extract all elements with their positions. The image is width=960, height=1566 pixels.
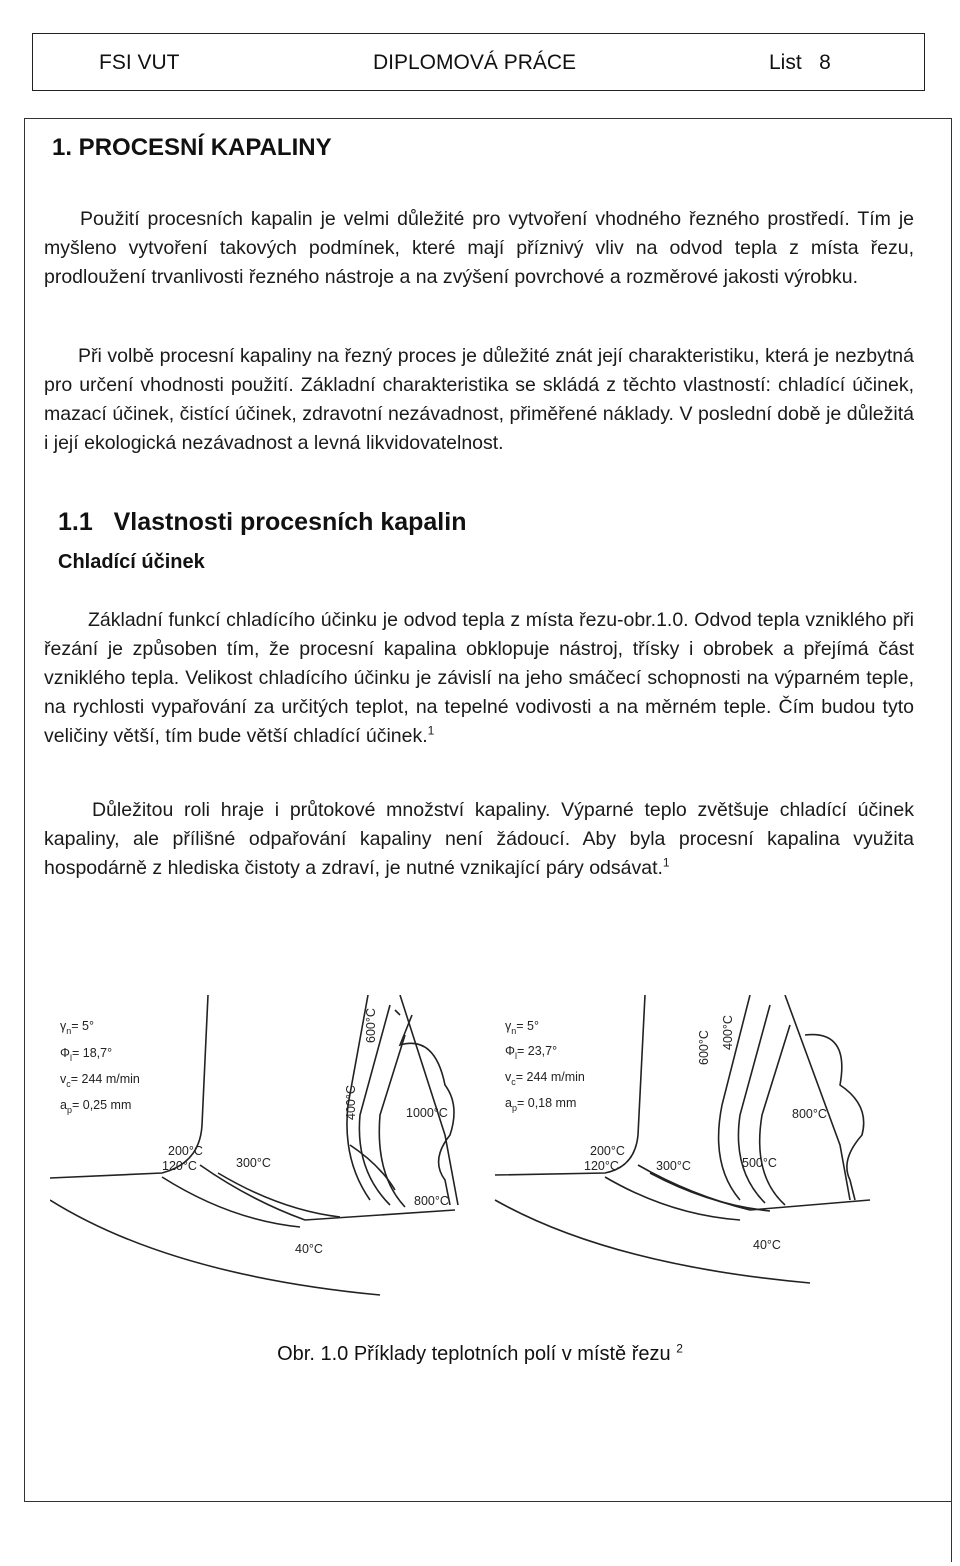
paragraph-cooling-text: Základní funkcí chladícího účinku je odvod tepla z místa řezu-obr.1.0. Odvod tepla vzniklého při řezání je způsoben tím, že procesní kapalina obklopuje nástroj, třísky i obrobek a přejímá část vzniklého tepla. Velikost chladícího účinku je závislí na jeho smáčecí schopnosti na výparném teple, na rychlosti vypařování za určitých teplot, na tepelné vodivosti a na měrném teple. Čím budou tyto veličiny větší, tím bude větší chladící účinek. xyxy=(44,609,914,747)
temperature-label: 1000°C xyxy=(406,1106,448,1120)
temperature-label: 500°C xyxy=(742,1156,777,1170)
paragraph-flow xyxy=(44,796,914,883)
temperature-label: 40°C xyxy=(295,1242,323,1256)
reference-mark: 1 xyxy=(427,723,435,738)
chapter-title: 1. PROCESNÍ KAPALINY xyxy=(52,134,332,161)
right-diagram xyxy=(495,995,870,1283)
right-temperatures xyxy=(584,1015,827,1252)
temperature-label: 800°C xyxy=(792,1107,827,1121)
page-header xyxy=(32,33,925,91)
temperature-label: 200°C xyxy=(590,1144,625,1158)
subsection-title: Chladící účinek xyxy=(58,551,205,573)
reference-mark: 1 xyxy=(662,855,670,870)
left-diagram xyxy=(50,995,458,1295)
header-document-type: DIPLOMOVÁ PRÁCE xyxy=(373,51,577,74)
left-cutting-speed: $v_c= 244$ m/min xyxy=(60,1072,140,1089)
header-page-number: List 8 xyxy=(769,51,831,74)
left-parameters xyxy=(60,1019,140,1115)
right-shear-angle: $\Phi_l= 23,7^\circ$ xyxy=(505,1044,558,1061)
left-shear-angle: $\Phi_l= 18,7^\circ$ xyxy=(60,1046,113,1063)
left-rake-angle: $\gamma_n= 5^\circ$ xyxy=(60,1019,94,1036)
left-workpiece-surface xyxy=(200,1165,455,1220)
figure-caption-text: Obr. 1.0 Příklady teplotních polí v místě řezu xyxy=(277,1343,671,1365)
right-rake-angle: $\gamma_n= 5^\circ$ xyxy=(505,1019,539,1036)
left-tool-edge xyxy=(395,1010,400,1015)
temperature-label: 200°C xyxy=(168,1144,203,1158)
left-tool-face xyxy=(395,995,458,1205)
right-tool-face xyxy=(785,995,850,1200)
temperature-label: 600°C xyxy=(364,1008,378,1043)
temperature-label: 120°C xyxy=(584,1159,619,1173)
temperature-label: 40°C xyxy=(753,1238,781,1252)
right-depth-of-cut: $a_p= 0,18$ mm xyxy=(505,1096,577,1113)
figure-caption xyxy=(0,1343,960,1366)
temperature-label: 120°C xyxy=(162,1159,197,1173)
section-title: 1.1 Vlastnosti procesních kapalin xyxy=(58,508,467,536)
temperature-label: 800°C xyxy=(414,1194,449,1208)
temperature-field-figure xyxy=(50,995,920,1305)
right-cutting-speed: $v_c= 244$ m/min xyxy=(505,1070,585,1087)
temperature-label: 400°C xyxy=(344,1085,358,1120)
paragraph-flow-text: Důležitou roli hraje i průtokové množství kapaliny. Výparné teplo zvětšuje chladící účinek kapaliny, ale přílišné odpařování kapaliny není žádoucí. Aby byla procesní kapalina využita hospodárně z hlediska čistoty a zdraví, je nutné vznikající páry odsávat. xyxy=(44,799,914,879)
paragraph-intro: Použití procesních kapalin je velmi důležité pro vytvoření vhodného řezného prostředí. Tím je myšleno vytvoření takových podmínek, které mají příznivý vliv na odvod tepla z místa řezu, prodloužení trvanlivosti řezného nástroje a na zvýšení povrchové a rozměrové jakosti výrobku. xyxy=(44,208,914,288)
paragraph-cooling xyxy=(44,606,914,751)
page-edge xyxy=(951,1500,952,1562)
left-isotherm xyxy=(50,1200,380,1295)
temperature-label: 400°C xyxy=(721,1015,735,1050)
temperature-label: 600°C xyxy=(697,1030,711,1065)
reference-mark: 2 xyxy=(676,1341,683,1356)
temperature-label: 300°C xyxy=(236,1156,271,1170)
left-depth-of-cut: $a_p= 0,25$ mm xyxy=(60,1098,132,1115)
right-isotherm xyxy=(760,1025,790,1205)
temperature-label: 300°C xyxy=(656,1159,691,1173)
header-institution: FSI VUT xyxy=(99,51,180,74)
right-parameters xyxy=(505,1019,585,1113)
paragraph-selection: Při volbě procesní kapaliny na řezný proces je důležité znát její charakteristiku, která je nezbytná pro určení vhodnosti použití. Základní charakteristika se skládá z těchto vlastností: chladící účinek, mazací účinek, čistící účinek, zdravotní nezávadnost, přiměřené náklady. V poslední době je důležitá i její ekologická nezávadnost a levná likvidovatelnost. xyxy=(44,345,914,454)
left-isotherm xyxy=(379,1035,405,1207)
